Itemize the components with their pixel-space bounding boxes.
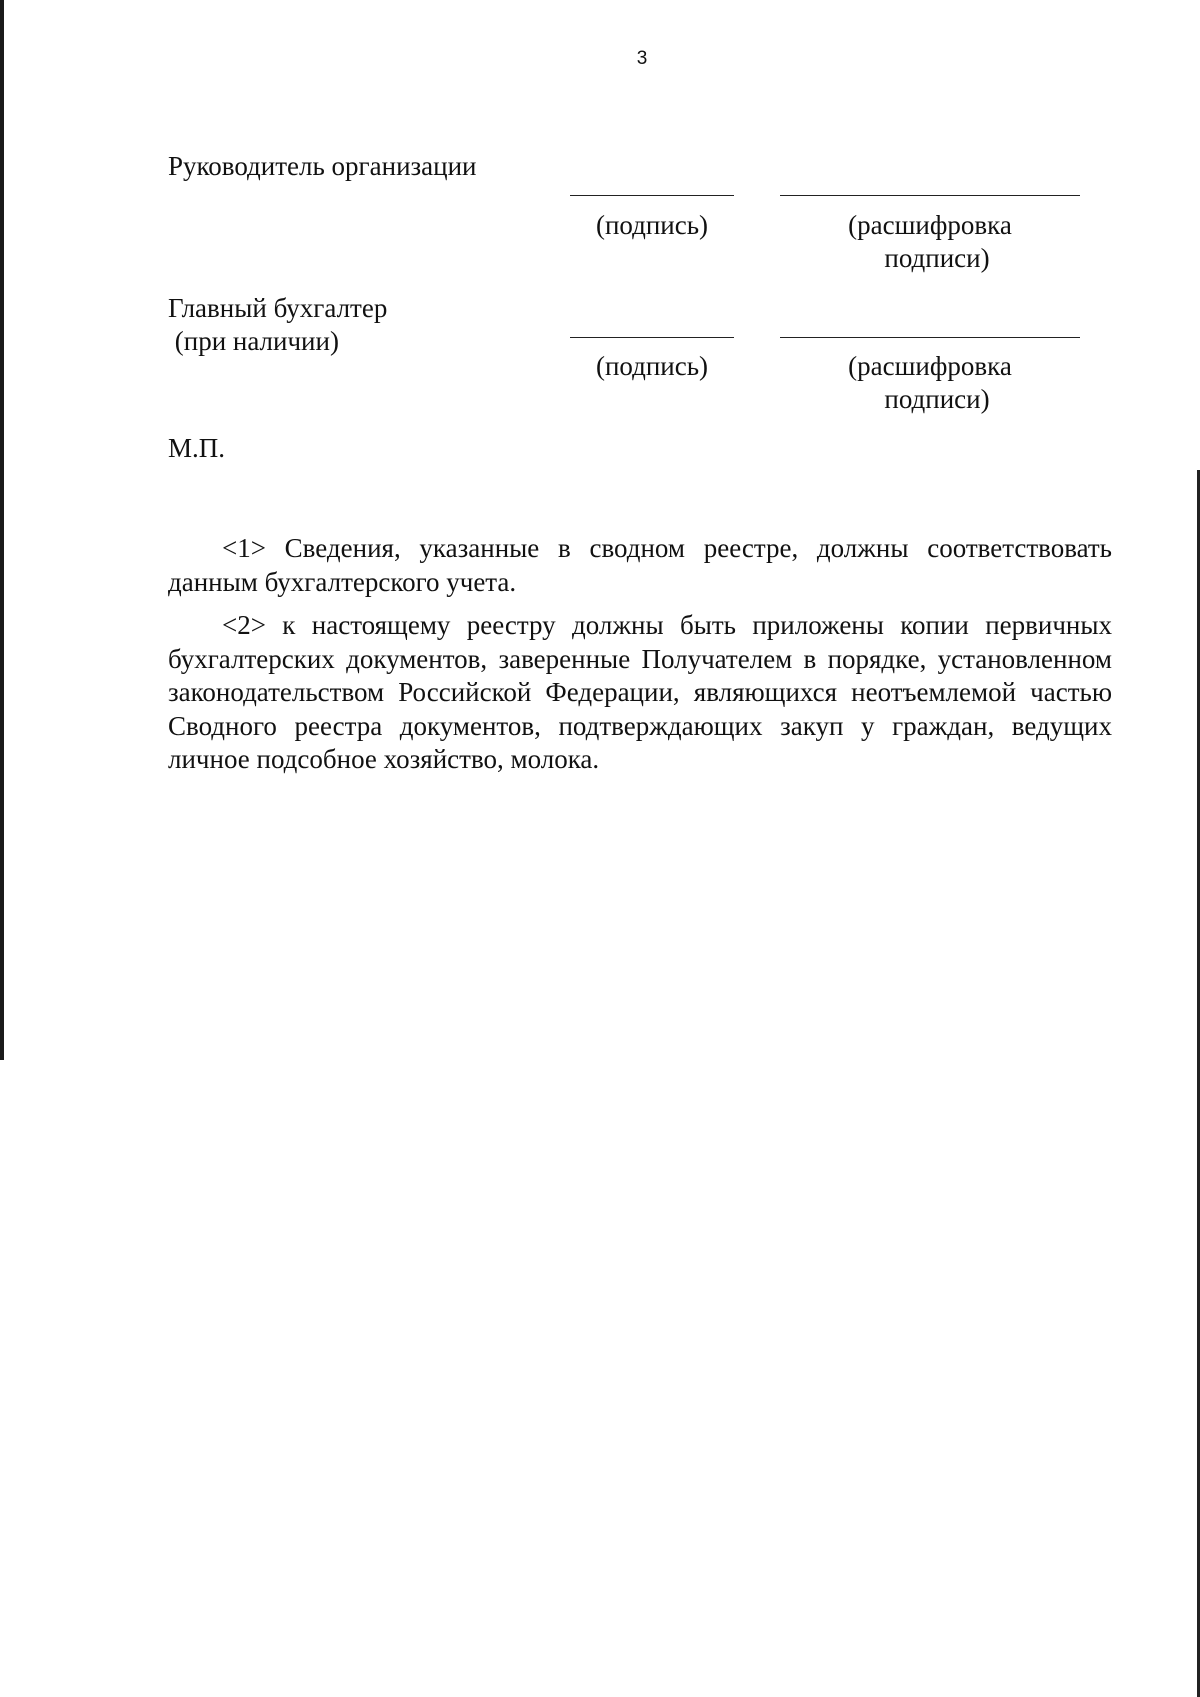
decoding-caption-accountant — [780, 350, 1080, 416]
footnote-2: <2> к настоящему реестру должны быть приложены копии первичных бухгалтерских документов, заверенные Получателем в порядке, установленном законодательством Российской Федерации, являющихся неотъемлемой частью Сводного реестра документов, подтверждающих закуп у граждан, ведущих личное подсобное хозяйство, молока. — [168, 610, 1112, 774]
footnotes — [168, 532, 1112, 787]
signatory-title-accountant — [168, 292, 387, 358]
decoding-line-head — [780, 195, 1080, 196]
signatory-title-head: Руководитель организации — [168, 151, 477, 181]
decoding-caption-line: подписи) — [884, 243, 990, 273]
signature-caption-accountant: (подпись) — [595, 351, 709, 381]
decoding-caption-line: подписи) — [884, 384, 990, 414]
page-number: 3 — [636, 48, 648, 69]
decoding-caption-line: (расшифровка — [848, 210, 1012, 240]
decoding-line-accountant — [780, 337, 1080, 338]
stamp-label: М.П. — [168, 433, 226, 463]
footnote-1: <1> Сведения, указанные в сводном реестре, должны соответствовать данным бухгалтерского учета. — [168, 533, 1112, 597]
signature-line-accountant — [570, 337, 734, 338]
signature-line-head — [570, 195, 734, 196]
signature-caption-head: (подпись) — [595, 210, 709, 240]
scan-edge-left — [0, 0, 4, 1060]
signatory-title-line: (при наличии) — [168, 326, 339, 356]
decoding-caption-line: (расшифровка — [848, 351, 1012, 381]
signatory-title-line: Главный бухгалтер — [168, 293, 388, 323]
decoding-caption-head — [780, 209, 1080, 275]
